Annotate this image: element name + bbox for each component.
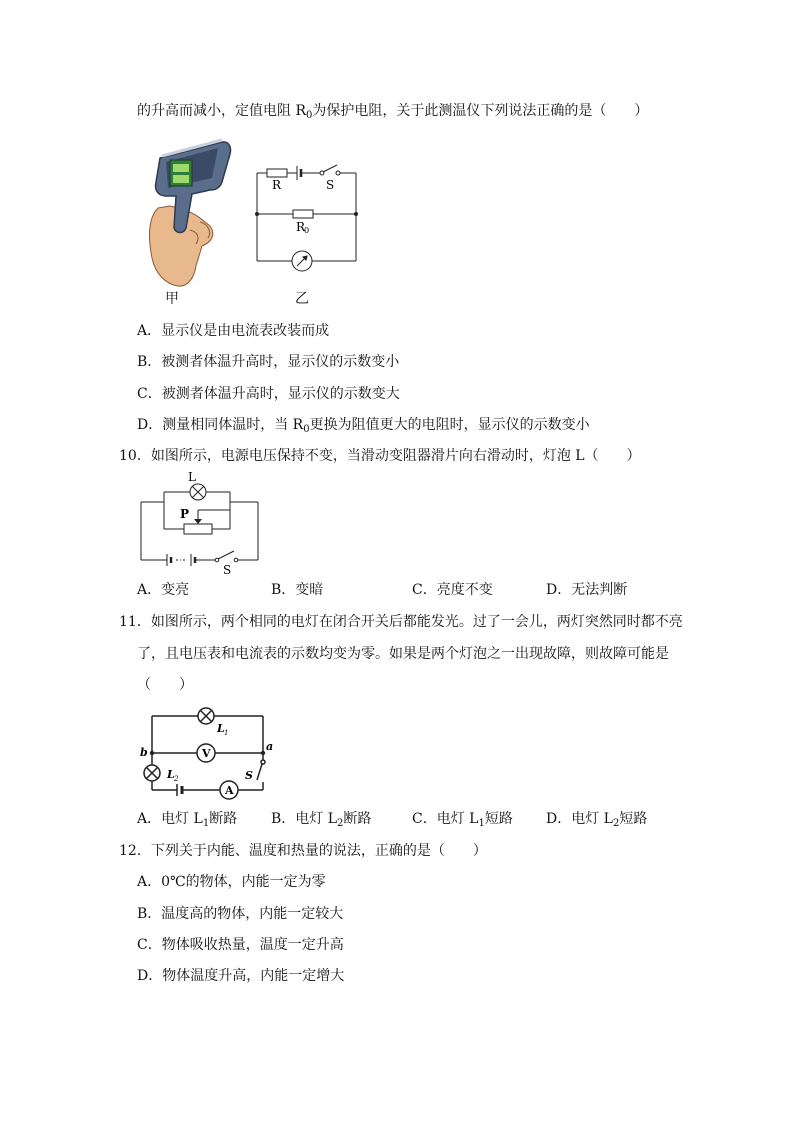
- q11-option-c: C．电灯 $L_1$短路: [412, 811, 513, 829]
- q11-option-d: D．电灯 $L_2$短路: [546, 811, 648, 829]
- q11-stem-line3: （ ）: [137, 677, 193, 693]
- q9-stem: 的升高而减小，定值电阻 $R_0$为保护电阻，关于此测温仪下列说法正确的是（ ）: [137, 103, 649, 121]
- figure-caption-yi: 乙: [295, 291, 309, 307]
- node-b-label: b: [140, 746, 148, 759]
- figure-caption-jia: 甲: [165, 291, 179, 307]
- resistor-r0-subscript: 0: [304, 226, 310, 235]
- switch-s-label-q11: S: [245, 769, 253, 782]
- circuit-diagram-yi: [250, 160, 365, 280]
- lamp-l2-label: L: [167, 768, 175, 781]
- q10-option-d: D．无法判断: [546, 582, 628, 598]
- node-a-label: a: [266, 740, 274, 753]
- q12-option-a: A．0℃的物体，内能一定为零: [137, 874, 326, 890]
- q9-option-d: D．测量相同体温时，当 $R_0$更换为阻值更大的电阻时，显示仪的示数变小: [137, 417, 590, 435]
- q11-stem-line2: 了，且电压表和电流表的示数均变为零。如果是两个灯泡之一出现故障，则故障可能是: [137, 646, 669, 662]
- q11-option-b: B．电灯 $L_2$断路: [271, 811, 372, 829]
- switch-s-label-q10: S: [223, 563, 232, 577]
- q12-stem: 12．下列关于内能、温度和热量的说法，正确的是（ ）: [119, 843, 487, 859]
- q11-option-a: A．电灯 $L_1$断路: [137, 811, 238, 829]
- voltmeter-label: V: [202, 747, 211, 760]
- q12-option-b: B．温度高的物体，内能一定较大: [137, 906, 344, 922]
- infrared-thermometer-illustration: [130, 138, 240, 288]
- slider-p-label: P: [180, 507, 190, 521]
- lamp-l2-subscript: 2: [174, 775, 179, 783]
- q10-stem: 10．如图所示，电源电压保持不变，当滑动变阻器滑片向右滑动时，灯泡 L（ ）: [119, 448, 641, 464]
- lamp-l1-subscript: 1: [224, 729, 229, 737]
- q10-option-b: B．变暗: [271, 582, 324, 598]
- q9-option-a: A．显示仪是由电流表改装而成: [137, 323, 330, 339]
- ammeter-label: A: [225, 784, 234, 797]
- resistor-r0-label: R: [296, 220, 306, 234]
- circuit-diagram-q11: [137, 704, 272, 804]
- q11-stem-line1: 11．如图所示，两个相同的电灯在闭合开关后都能发光。过了一会儿，两灯突然同时都不亮: [119, 614, 683, 630]
- lamp-l-label: L: [188, 470, 196, 484]
- q10-option-c: C．亮度不变: [412, 582, 493, 598]
- q9-option-c: C．被测者体温升高时，显示仪的示数变大: [137, 386, 400, 402]
- q9-option-b: B．被测者体温升高时，显示仪的示数变小: [137, 354, 400, 370]
- switch-s-label: S: [326, 178, 335, 192]
- q10-option-a: A．变亮: [137, 582, 190, 598]
- q12-option-c: C．物体吸收热量，温度一定升高: [137, 937, 344, 953]
- q12-option-d: D．物体温度升高，内能一定增大: [137, 968, 345, 984]
- lamp-l1-label: L: [217, 722, 225, 735]
- resistor-r-label: R: [272, 178, 282, 192]
- circuit-diagram-q10: [137, 468, 262, 578]
